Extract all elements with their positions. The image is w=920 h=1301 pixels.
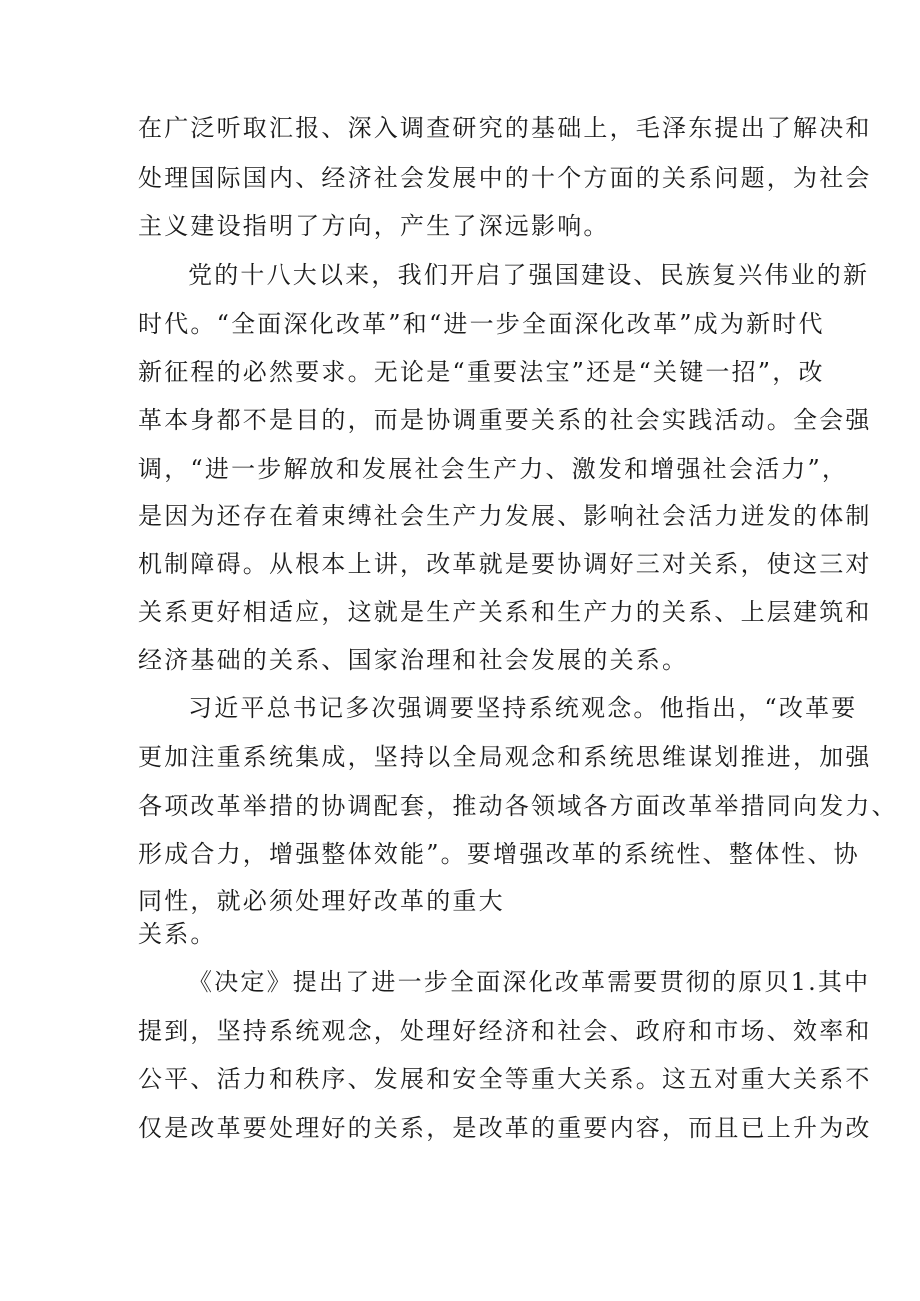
text-line: 提到，坚持系统观念，处理好经济和社会、政府和市场、效率和 (138, 1017, 872, 1045)
paragraph-first-line: 习近平总书记多次强调要坚持系统观念。他指出，“改革要 (188, 694, 858, 722)
text-line: 主义建设指明了方向，产生了深远影响。 (138, 212, 610, 240)
text-line: 经济基础的关系、国家治理和社会发展的关系。 (138, 646, 689, 674)
text-line: 机制障碍。从根本上讲，改革就是要协调好三对关系，使这三对 (138, 550, 872, 578)
text-line: 在广泛听取汇报、深入调查研究的基础上，毛泽东提出了解决和 (138, 114, 872, 142)
text-line: 更加注重系统集成，坚持以全局观念和系统思维谋划推进，加强 (138, 743, 872, 771)
text-line: 处理国际国内、经济社会发展中的十个方面的关系问题，为社会 (138, 164, 872, 192)
text-line: 形成合力，增强整体效能”。要增强改革的系统性、整体性、协 (138, 840, 860, 868)
paragraph-first-line: 党的十八大以来，我们开启了强国建设、民族复兴伟业的新 (188, 261, 870, 289)
text-line: 是因为还存在着束缚社会生产力发展、影响社会活力迸发的体制 (138, 502, 872, 530)
text-line: 关系更好相适应，这就是生产关系和生产力的关系、上层建筑和 (138, 598, 872, 626)
text-line: 关系。 (138, 920, 217, 948)
text-line: 同性，就必须处理好改革的重大 (138, 887, 505, 915)
text-line: 时代。“全面深化改革”和“进一步全面深化改革”成为新时代 (138, 310, 825, 338)
text-line: 调，“进一步解放和发展社会生产力、激发和增强社会活力”， (138, 455, 849, 483)
text-line: 革本身都不是目的，而是协调重要关系的社会实践活动。全会强 (138, 406, 872, 434)
text-line: 仅是改革要处理好的关系，是改革的重要内容，而且已上升为改 (138, 1114, 872, 1142)
paragraph-first-line: 《决定》提出了进一步全面深化改革需要贯彻的原贝1.其中 (188, 968, 871, 996)
text-line: 公平、活力和秩序、发展和安全等重大关系。这五对重大关系不 (138, 1065, 872, 1093)
text-line: 新征程的必然要求。无论是“重要法宝”还是“关键一招”，改 (138, 358, 825, 386)
text-line: 各项改革举措的协调配套，推动各领域各方面改革举措同向发力、 (138, 792, 898, 820)
